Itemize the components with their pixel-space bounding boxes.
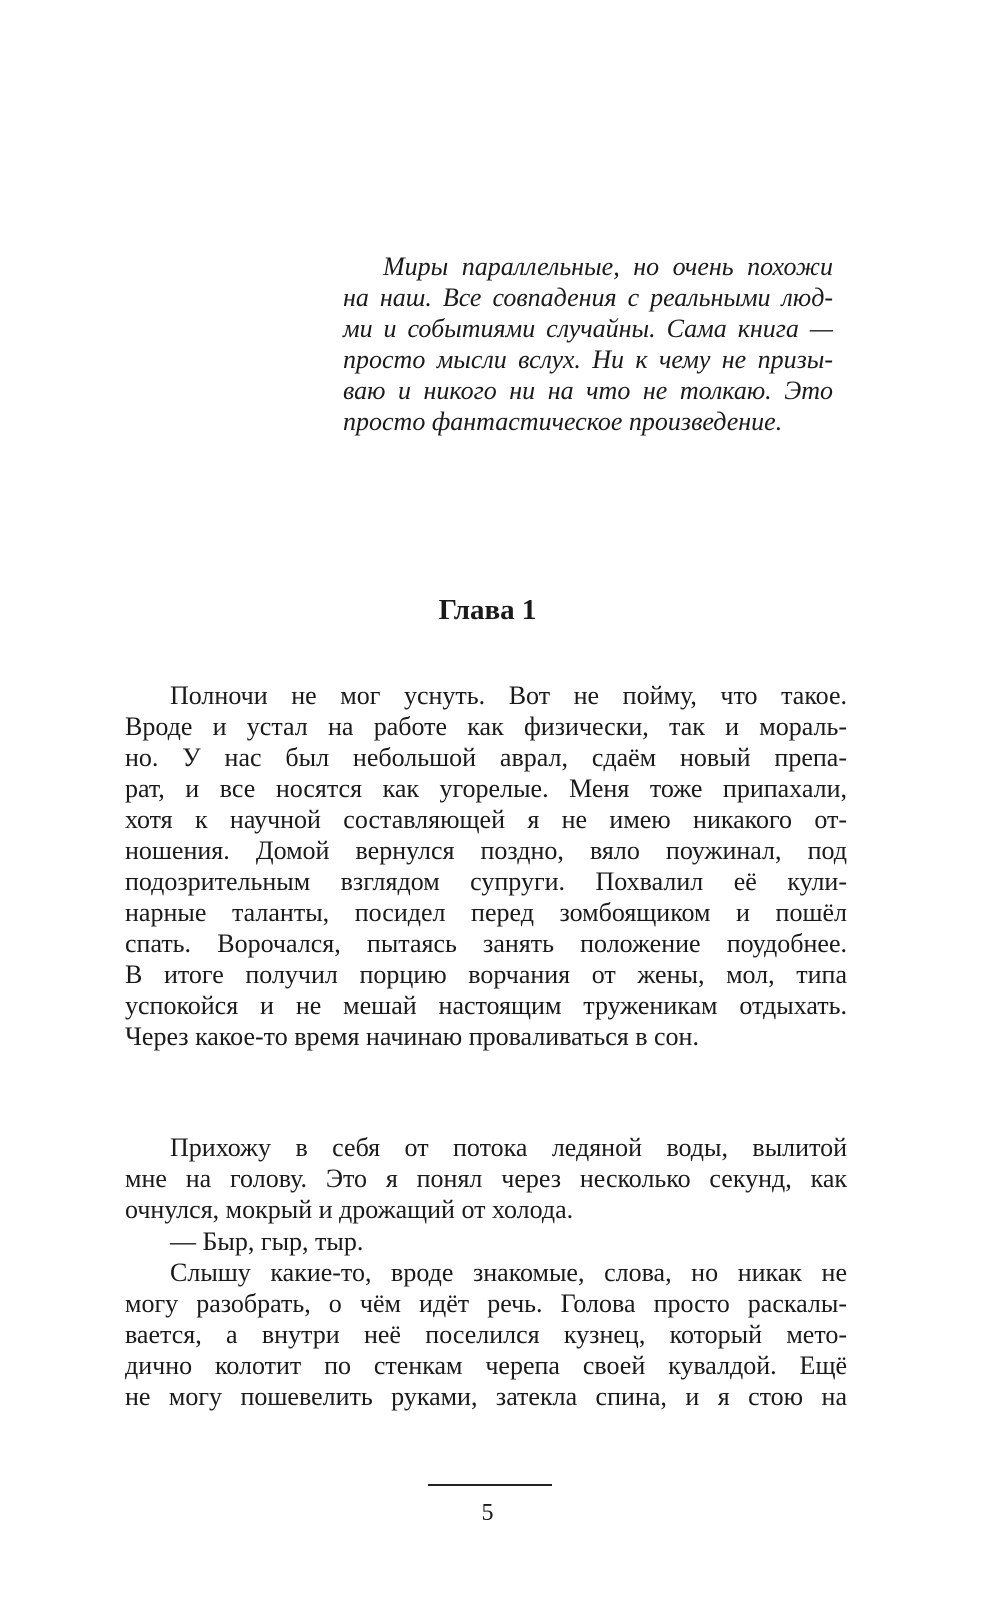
epigraph-line: Миры параллельные, но очень похожи <box>383 252 833 281</box>
paragraph-line: дично колотит по стенкам черепа своей кувалдой. Ещё <box>125 1351 847 1380</box>
paragraph-line: нарные таланты, посидел перед зомбоящиком и пошёл <box>125 898 847 927</box>
epigraph-line: просто мысли вслух. Ни к чему не призы- <box>343 345 833 374</box>
paragraph-line: спать. Ворочался, пытаясь занять положение поудобнее. <box>125 929 847 958</box>
paragraph-line: Прихожу в себя от потока ледяной воды, вылитой <box>170 1133 847 1162</box>
epigraph-line: ваю и никого ни на что не толкаю. Это <box>343 376 833 405</box>
paragraph-line: могу разобрать, о чём идёт речь. Голова просто раскалы- <box>125 1289 847 1318</box>
paragraph-line: Полночи не мог уснуть. Вот не пойму, что такое. <box>170 681 847 710</box>
paragraph-line: Вроде и устал на работе как физически, так и мораль- <box>125 712 847 741</box>
paragraph-line: Через какое-то время начинаю проваливаться в сон. <box>125 1022 699 1051</box>
paragraph-line: — Быр, гыр, тыр. <box>170 1227 364 1256</box>
paragraph-line: очнулся, мокрый и дрожащий от холода. <box>125 1195 574 1224</box>
paragraph-line: подозрительным взглядом супруги. Похвалил её кули- <box>125 867 847 896</box>
chapter-title: Глава 1 <box>438 594 537 626</box>
paragraph-line: рат, и все носятся как угорелые. Меня тоже припахали, <box>125 774 847 803</box>
paragraph-line: успокойся и не мешай настоящим труженикам отдыхать. <box>125 991 847 1020</box>
epigraph-line: ми и событиями случайны. Сама книга — <box>343 314 833 343</box>
paragraph-line: вается, а внутри неё поселился кузнец, который мето- <box>125 1320 847 1349</box>
page-number: 5 <box>481 1500 494 1526</box>
paragraph-line: В итоге получил порцию ворчания от жены, мол, типа <box>125 960 847 989</box>
paragraph-line: не могу пошевелить руками, затекла спина, и я стою на <box>125 1382 847 1411</box>
paragraph-line: Слышу какие-то, вроде знакомые, слова, но никак не <box>170 1258 847 1287</box>
epigraph-line: просто фантастическое произведение. <box>343 407 783 436</box>
epigraph-line: на наш. Все совпадения с реальными люд- <box>343 283 833 312</box>
paragraph-line: мне на голову. Это я понял через несколько секунд, как <box>125 1164 847 1193</box>
paragraph-line: но. У нас был небольшой аврал, сдаём новый препа- <box>125 743 847 772</box>
paragraph-line: хотя к научной составляющей я не имею никакого от- <box>125 805 847 834</box>
paragraph-line: ношения. Домой вернулся поздно, вяло поужинал, под <box>125 836 847 865</box>
footer-rule <box>428 1484 552 1486</box>
